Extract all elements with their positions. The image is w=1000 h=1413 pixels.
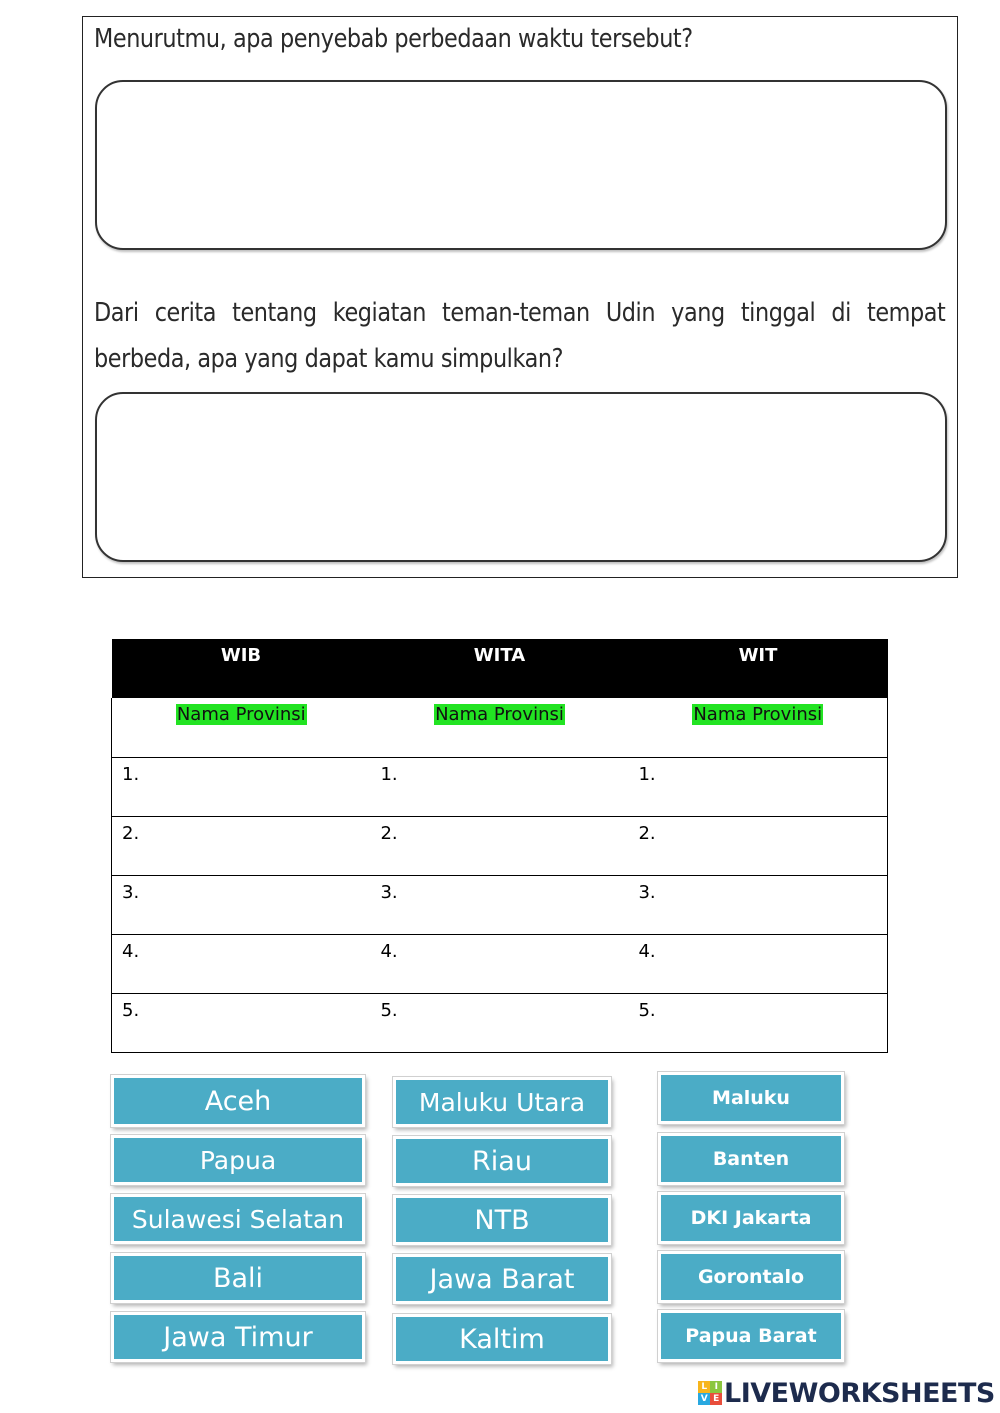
drop-cell[interactable]: 4. bbox=[370, 934, 628, 993]
table-row bbox=[112, 816, 888, 875]
drop-cell[interactable]: 1. bbox=[628, 757, 887, 816]
drop-cell[interactable]: 3. bbox=[628, 875, 887, 934]
logo-mark-letter: L bbox=[698, 1381, 710, 1393]
table-row bbox=[112, 993, 888, 1052]
logo-mark-letter: V bbox=[698, 1393, 710, 1405]
logo-text: LIVEWORKSHEETS bbox=[724, 1377, 995, 1409]
drop-cell[interactable]: 3. bbox=[370, 875, 628, 934]
tile-riau[interactable]: Riau bbox=[393, 1136, 611, 1186]
logo-mark-letter: I bbox=[710, 1381, 722, 1393]
drop-cell[interactable]: 5. bbox=[370, 993, 628, 1052]
subheader-cell bbox=[628, 698, 887, 757]
tile-papua-barat[interactable]: Papua Barat bbox=[658, 1310, 844, 1362]
drop-cell[interactable]: 2. bbox=[628, 816, 887, 875]
drop-cell[interactable]: 1. bbox=[112, 757, 371, 816]
time-zone-table bbox=[111, 639, 888, 1053]
liveworksheets-logo[interactable] bbox=[698, 1376, 995, 1410]
tile-maluku[interactable]: Maluku bbox=[658, 1072, 844, 1124]
tile-sulawesi-selatan[interactable]: Sulawesi Selatan bbox=[111, 1194, 365, 1244]
subheader-row bbox=[112, 698, 888, 757]
tile-aceh[interactable]: Aceh bbox=[111, 1075, 365, 1127]
subheader-label: Nama Provinsi bbox=[176, 704, 306, 725]
tile-jawa-timur[interactable]: Jawa Timur bbox=[111, 1312, 365, 1362]
drop-cell[interactable]: 2. bbox=[112, 816, 371, 875]
table-header-row bbox=[112, 639, 888, 698]
question-1: Menurutmu, apa penyebab perbedaan waktu tersebut? bbox=[94, 24, 693, 54]
tile-banten[interactable]: Banten bbox=[658, 1133, 844, 1185]
question-2: Dari cerita tentang kegiatan teman-teman Udin yang tinggal di tempat berbeda, apa yang dapat kamu simpulkan? bbox=[94, 298, 946, 374]
tile-dki-jakarta[interactable]: DKI Jakarta bbox=[658, 1192, 844, 1244]
tile-bali[interactable]: Bali bbox=[111, 1253, 365, 1303]
drop-cell[interactable]: 2. bbox=[370, 816, 628, 875]
answer-box-1[interactable] bbox=[95, 80, 947, 250]
table-row bbox=[112, 757, 888, 816]
tile-ntb[interactable]: NTB bbox=[393, 1195, 611, 1245]
subheader-label: Nama Provinsi bbox=[435, 704, 564, 725]
liveworksheets-logo-icon bbox=[698, 1381, 722, 1405]
tile-papua[interactable]: Papua bbox=[111, 1135, 365, 1185]
subheader-label: Nama Provinsi bbox=[693, 704, 823, 725]
header-wit: WIT bbox=[628, 639, 887, 698]
subheader-cell bbox=[112, 698, 371, 757]
answer-box-2[interactable] bbox=[95, 392, 947, 562]
tile-kaltim[interactable]: Kaltim bbox=[393, 1314, 611, 1364]
drop-cell[interactable]: 5. bbox=[112, 993, 371, 1052]
drop-cell[interactable]: 1. bbox=[370, 757, 628, 816]
subheader-cell bbox=[370, 698, 628, 757]
header-wita: WITA bbox=[370, 639, 628, 698]
tile-maluku-utara[interactable]: Maluku Utara bbox=[393, 1077, 611, 1127]
tile-jawa-barat[interactable]: Jawa Barat bbox=[393, 1254, 611, 1304]
tile-gorontalo[interactable]: Gorontalo bbox=[658, 1251, 844, 1303]
drop-cell[interactable]: 4. bbox=[628, 934, 887, 993]
drop-cell[interactable]: 3. bbox=[112, 875, 371, 934]
table-row bbox=[112, 934, 888, 993]
logo-mark-letter: E bbox=[710, 1393, 722, 1405]
drop-cell[interactable]: 5. bbox=[628, 993, 887, 1052]
table-row bbox=[112, 875, 888, 934]
drop-cell[interactable]: 4. bbox=[112, 934, 371, 993]
header-wib: WIB bbox=[112, 639, 371, 698]
